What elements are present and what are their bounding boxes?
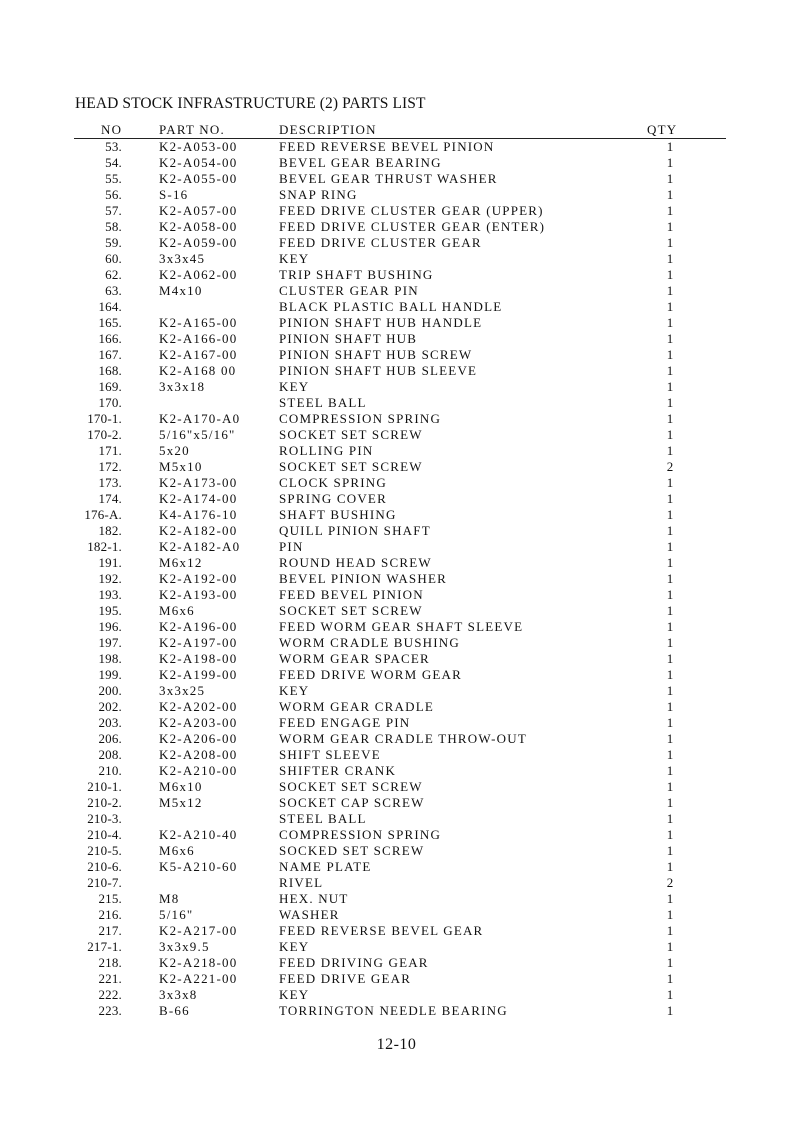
part-quantity: 1 (666, 155, 674, 170)
part-number: 3x3x8 (159, 987, 198, 1002)
part-quantity: 1 (666, 795, 674, 810)
part-description: FEED REVERSE BEVEL PINION (279, 139, 495, 154)
part-description: STEEL BALL (279, 811, 367, 826)
part-description: FEED WORM GEAR SHAFT SLEEVE (279, 619, 524, 634)
part-description: WORM CRADLE BUSHING (279, 635, 460, 650)
part-quantity: 1 (666, 203, 674, 218)
part-number: K2-A198-00 (159, 651, 238, 666)
part-quantity: 1 (666, 235, 674, 250)
table-row (0, 651, 793, 667)
part-number-index: 62. (105, 267, 122, 282)
table-row (0, 731, 793, 747)
part-number-index: 210-5. (87, 843, 122, 858)
part-number: K2-A196-00 (159, 619, 238, 634)
part-description: STEEL BALL (279, 395, 367, 410)
part-description: KEY (279, 379, 310, 394)
part-description: FEED DRIVING GEAR (279, 955, 429, 970)
part-quantity: 1 (666, 443, 674, 458)
part-number: M5x10 (159, 459, 203, 474)
part-number-index: 182-1. (87, 539, 122, 554)
part-number-index: 216. (98, 907, 122, 922)
part-number: M4x10 (159, 283, 203, 298)
page-number: 12-10 (376, 1036, 417, 1053)
table-row (0, 363, 793, 379)
table-row (0, 891, 793, 907)
part-description: FEED DRIVE GEAR (279, 971, 412, 986)
part-number: K2-A170-A0 (159, 411, 241, 426)
table-row (0, 843, 793, 859)
part-quantity: 1 (666, 971, 674, 986)
part-quantity: 1 (666, 283, 674, 298)
part-description: FEED ENGAGE PIN (279, 715, 411, 730)
part-number-index: 222. (98, 987, 122, 1002)
part-quantity: 1 (666, 587, 674, 602)
part-number: M6x6 (159, 603, 195, 618)
part-number-index: 170. (98, 395, 122, 410)
part-number-index: 164. (98, 299, 122, 314)
part-number-index: 210-4. (87, 827, 122, 842)
part-number-index: 55. (105, 171, 122, 186)
part-description: BEVEL GEAR THRUST WASHER (279, 171, 498, 186)
part-quantity: 1 (666, 411, 674, 426)
part-number-index: 56. (105, 187, 122, 202)
part-description: NAME PLATE (279, 859, 372, 874)
part-number: K2-A173-00 (159, 475, 238, 490)
table-row (0, 155, 793, 171)
part-number: S-16 (159, 187, 189, 202)
part-description: FEED DRIVE WORM GEAR (279, 667, 463, 682)
part-number-index: 206. (98, 731, 122, 746)
part-number: M8 (159, 891, 180, 906)
part-quantity: 1 (666, 939, 674, 954)
part-description: KEY (279, 683, 310, 698)
table-row (0, 395, 793, 411)
part-number: K2-A218-00 (159, 955, 238, 970)
part-quantity: 1 (666, 219, 674, 234)
part-quantity: 1 (666, 683, 674, 698)
part-number: M6x10 (159, 779, 203, 794)
table-row (0, 795, 793, 811)
table-body (0, 139, 793, 1019)
part-number: K2-A199-00 (159, 667, 238, 682)
table-row (0, 459, 793, 475)
part-description: FEED DRIVE CLUSTER GEAR (279, 235, 482, 250)
part-description: SHIFTER CRANK (279, 763, 397, 778)
part-quantity: 1 (666, 187, 674, 202)
part-number-index: 58. (105, 219, 122, 234)
part-quantity: 1 (666, 299, 674, 314)
table-row (0, 251, 793, 267)
part-description: SOCKET SET SCREW (279, 779, 423, 794)
table-row (0, 267, 793, 283)
part-number: K2-A168 00 (159, 363, 237, 378)
part-number-index: 223. (98, 1003, 122, 1018)
part-quantity: 1 (666, 667, 674, 682)
part-number: K2-A182-00 (159, 523, 238, 538)
part-quantity: 1 (666, 475, 674, 490)
part-description: SOCKET SET SCREW (279, 603, 423, 618)
part-number-index: 208. (98, 747, 122, 762)
part-number-index: 172. (98, 459, 122, 474)
part-number: 3x3x45 (159, 251, 206, 266)
table-row (0, 635, 793, 651)
part-description: ROLLING PIN (279, 443, 374, 458)
table-row (0, 779, 793, 795)
part-number-index: 60. (105, 251, 122, 266)
header-no: NO (101, 122, 123, 137)
part-number: K2-A203-00 (159, 715, 238, 730)
parts-table (0, 121, 793, 1019)
page-title: HEAD STOCK INFRASTRUCTURE (2) PARTS LIST (75, 95, 426, 112)
part-number: K4-A176-10 (159, 507, 238, 522)
table-row (0, 763, 793, 779)
part-quantity: 1 (666, 1003, 674, 1018)
part-quantity: 1 (666, 843, 674, 858)
table-row (0, 171, 793, 187)
part-number-index: 176-A. (84, 507, 122, 522)
part-number: K2-A165-00 (159, 315, 238, 330)
part-description: PINION SHAFT HUB SLEEVE (279, 363, 478, 378)
part-description: FEED DRIVE CLUSTER GEAR (UPPER) (279, 203, 544, 218)
part-description: RIVEL (279, 875, 324, 890)
table-row (0, 683, 793, 699)
part-number-index: 53. (105, 139, 122, 154)
part-number-index: 221. (98, 971, 122, 986)
part-description: PINION SHAFT HUB SCREW (279, 347, 473, 362)
part-number: B-66 (159, 1003, 190, 1018)
part-number-index: 192. (98, 571, 122, 586)
part-number-index: 215. (98, 891, 122, 906)
part-quantity: 1 (666, 635, 674, 650)
table-row (0, 507, 793, 523)
part-number-index: 203. (98, 715, 122, 730)
part-quantity: 1 (666, 763, 674, 778)
part-description: QUILL PINION SHAFT (279, 523, 431, 538)
part-description: PINION SHAFT HUB HANDLE (279, 315, 483, 330)
part-number: K2-A192-00 (159, 571, 238, 586)
table-row (0, 571, 793, 587)
part-number-index: 63. (105, 283, 122, 298)
part-description: KEY (279, 987, 310, 1002)
table-row (0, 315, 793, 331)
part-quantity: 1 (666, 571, 674, 586)
table-row (0, 379, 793, 395)
table-row (0, 139, 793, 155)
table-row (0, 411, 793, 427)
part-quantity: 1 (666, 699, 674, 714)
part-number: 5x20 (159, 443, 190, 458)
part-description: SOCKET CAP SCREW (279, 795, 425, 810)
part-number: K2-A167-00 (159, 347, 238, 362)
part-number: K2-A210-00 (159, 763, 238, 778)
part-description: PIN (279, 539, 304, 554)
part-number: M6x12 (159, 555, 203, 570)
part-quantity: 1 (666, 779, 674, 794)
part-description: CLOCK SPRING (279, 475, 387, 490)
part-quantity: 1 (666, 523, 674, 538)
part-description: WORM GEAR CRADLE (279, 699, 434, 714)
part-quantity: 2 (666, 459, 674, 474)
part-quantity: 1 (666, 331, 674, 346)
part-quantity: 1 (666, 539, 674, 554)
part-description: TRIP SHAFT BUSHING (279, 267, 434, 282)
part-number-index: 168. (98, 363, 122, 378)
part-description: SOCKED SET SCREW (279, 843, 425, 858)
table-row (0, 235, 793, 251)
part-number: K2-A174-00 (159, 491, 238, 506)
part-description: BEVEL GEAR BEARING (279, 155, 442, 170)
part-quantity: 1 (666, 651, 674, 666)
part-quantity: 1 (666, 603, 674, 618)
part-number: M6x6 (159, 843, 195, 858)
part-number: K2-A217-00 (159, 923, 238, 938)
part-quantity: 1 (666, 139, 674, 154)
part-quantity: 1 (666, 891, 674, 906)
part-quantity: 1 (666, 171, 674, 186)
part-description: KEY (279, 939, 310, 954)
part-number-index: 197. (98, 635, 122, 650)
part-number-index: 193. (98, 587, 122, 602)
table-row (0, 667, 793, 683)
part-description: WORM GEAR CRADLE THROW-OUT (279, 731, 527, 746)
part-number: K2-A062-00 (159, 267, 238, 282)
part-quantity: 1 (666, 731, 674, 746)
part-number-index: 210-3. (87, 811, 122, 826)
table-row (0, 523, 793, 539)
part-description: WASHER (279, 907, 340, 922)
table-row (0, 427, 793, 443)
part-description: SOCKET SET SCREW (279, 427, 423, 442)
part-quantity: 1 (666, 747, 674, 762)
part-number: K2-A058-00 (159, 219, 238, 234)
part-number: K2-A221-00 (159, 971, 238, 986)
part-number: K2-A182-A0 (159, 539, 241, 554)
table-row (0, 827, 793, 843)
part-quantity: 1 (666, 907, 674, 922)
header-part-no: PART NO. (159, 122, 225, 137)
part-number: K2-A059-00 (159, 235, 238, 250)
part-number: K2-A053-00 (159, 139, 238, 154)
part-quantity: 1 (666, 347, 674, 362)
part-number: 5/16"x5/16" (159, 427, 236, 442)
part-quantity: 1 (666, 619, 674, 634)
table-row (0, 1003, 793, 1019)
part-description: SHIFT SLEEVE (279, 747, 381, 762)
part-number-index: 200. (98, 683, 122, 698)
part-number: K2-A197-00 (159, 635, 238, 650)
header-qty: QTY (647, 122, 678, 137)
table-row (0, 987, 793, 1003)
part-number: K2-A210-40 (159, 827, 238, 842)
part-quantity: 1 (666, 395, 674, 410)
part-description: SPRING COVER (279, 491, 387, 506)
table-row (0, 923, 793, 939)
part-description: COMPRESSION SPRING (279, 411, 442, 426)
table-row (0, 539, 793, 555)
part-number: K2-A166-00 (159, 331, 238, 346)
table-row (0, 443, 793, 459)
part-number: K2-A202-00 (159, 699, 238, 714)
part-number: K2-A055-00 (159, 171, 238, 186)
part-number: 3x3x25 (159, 683, 206, 698)
part-quantity: 1 (666, 811, 674, 826)
table-row (0, 699, 793, 715)
part-quantity: 1 (666, 315, 674, 330)
table-row (0, 219, 793, 235)
part-description: BLACK PLASTIC BALL HANDLE (279, 299, 503, 314)
table-row (0, 859, 793, 875)
part-quantity: 1 (666, 827, 674, 842)
part-number-index: 54. (105, 155, 122, 170)
part-quantity: 1 (666, 427, 674, 442)
part-description: FEED DRIVE CLUSTER GEAR (ENTER) (279, 219, 546, 234)
part-number-index: 171. (98, 443, 122, 458)
part-quantity: 2 (666, 875, 674, 890)
table-row (0, 971, 793, 987)
part-quantity: 1 (666, 555, 674, 570)
part-number-index: 57. (105, 203, 122, 218)
part-number: K2-A057-00 (159, 203, 238, 218)
part-number-index: 170-1. (87, 411, 122, 426)
part-number-index: 166. (98, 331, 122, 346)
part-number: 5/16" (159, 907, 194, 922)
part-number: M5x12 (159, 795, 203, 810)
part-quantity: 1 (666, 923, 674, 938)
part-number-index: 202. (98, 699, 122, 714)
header-description: DESCRIPTION (279, 122, 377, 137)
part-number-index: 210-2. (87, 795, 122, 810)
table-row (0, 299, 793, 315)
part-quantity: 1 (666, 363, 674, 378)
table-row (0, 203, 793, 219)
part-number: K2-A208-00 (159, 747, 238, 762)
part-number-index: 210. (98, 763, 122, 778)
part-description: BEVEL PINION WASHER (279, 571, 447, 586)
part-number-index: 191. (98, 555, 122, 570)
table-row (0, 491, 793, 507)
part-description: WORM GEAR SPACER (279, 651, 430, 666)
part-description: PINION SHAFT HUB (279, 331, 418, 346)
part-number-index: 169. (98, 379, 122, 394)
part-quantity: 1 (666, 859, 674, 874)
part-description: HEX. NUT (279, 891, 349, 906)
part-number: 3x3x9.5 (159, 939, 210, 954)
table-row (0, 875, 793, 891)
table-row (0, 603, 793, 619)
part-number-index: 218. (98, 955, 122, 970)
table-header (74, 121, 726, 139)
part-number-index: 199. (98, 667, 122, 682)
part-number-index: 210-7. (87, 875, 122, 890)
table-row (0, 283, 793, 299)
part-description: FEED REVERSE BEVEL GEAR (279, 923, 484, 938)
part-quantity: 1 (666, 987, 674, 1002)
table-row (0, 331, 793, 347)
part-number-index: 196. (98, 619, 122, 634)
part-number-index: 182. (98, 523, 122, 538)
part-quantity: 1 (666, 267, 674, 282)
table-row (0, 907, 793, 923)
part-number: K2-A193-00 (159, 587, 238, 602)
part-quantity: 1 (666, 715, 674, 730)
part-description: ROUND HEAD SCREW (279, 555, 432, 570)
table-row (0, 475, 793, 491)
table-row (0, 811, 793, 827)
part-number-index: 167. (98, 347, 122, 362)
part-description: SHAFT BUSHING (279, 507, 397, 522)
table-row (0, 955, 793, 971)
table-row (0, 619, 793, 635)
part-number-index: 165. (98, 315, 122, 330)
table-row (0, 587, 793, 603)
part-quantity: 1 (666, 379, 674, 394)
part-description: SOCKET SET SCREW (279, 459, 423, 474)
part-description: CLUSTER GEAR PIN (279, 283, 419, 298)
table-row (0, 555, 793, 571)
part-description: SNAP RING (279, 187, 358, 202)
part-description: TORRINGTON NEEDLE BEARING (279, 1003, 508, 1018)
part-description: FEED BEVEL PINION (279, 587, 424, 602)
part-number-index: 217. (98, 923, 122, 938)
table-row (0, 347, 793, 363)
part-quantity: 1 (666, 491, 674, 506)
part-number-index: 210-6. (87, 859, 122, 874)
part-number-index: 174. (98, 491, 122, 506)
part-quantity: 1 (666, 507, 674, 522)
table-row (0, 747, 793, 763)
part-number-index: 210-1. (87, 779, 122, 794)
part-number: 3x3x18 (159, 379, 206, 394)
part-number: K2-A206-00 (159, 731, 238, 746)
part-number: K2-A054-00 (159, 155, 238, 170)
part-number: K5-A210-60 (159, 859, 238, 874)
part-description: KEY (279, 251, 310, 266)
part-number-index: 173. (98, 475, 122, 490)
part-quantity: 1 (666, 955, 674, 970)
table-row (0, 187, 793, 203)
part-number-index: 217-1. (87, 939, 122, 954)
part-number-index: 195. (98, 603, 122, 618)
part-number-index: 59. (105, 235, 122, 250)
part-quantity: 1 (666, 251, 674, 266)
table-row (0, 939, 793, 955)
part-number-index: 170-2. (87, 427, 122, 442)
part-number-index: 198. (98, 651, 122, 666)
table-row (0, 715, 793, 731)
part-description: COMPRESSION SPRING (279, 827, 442, 842)
